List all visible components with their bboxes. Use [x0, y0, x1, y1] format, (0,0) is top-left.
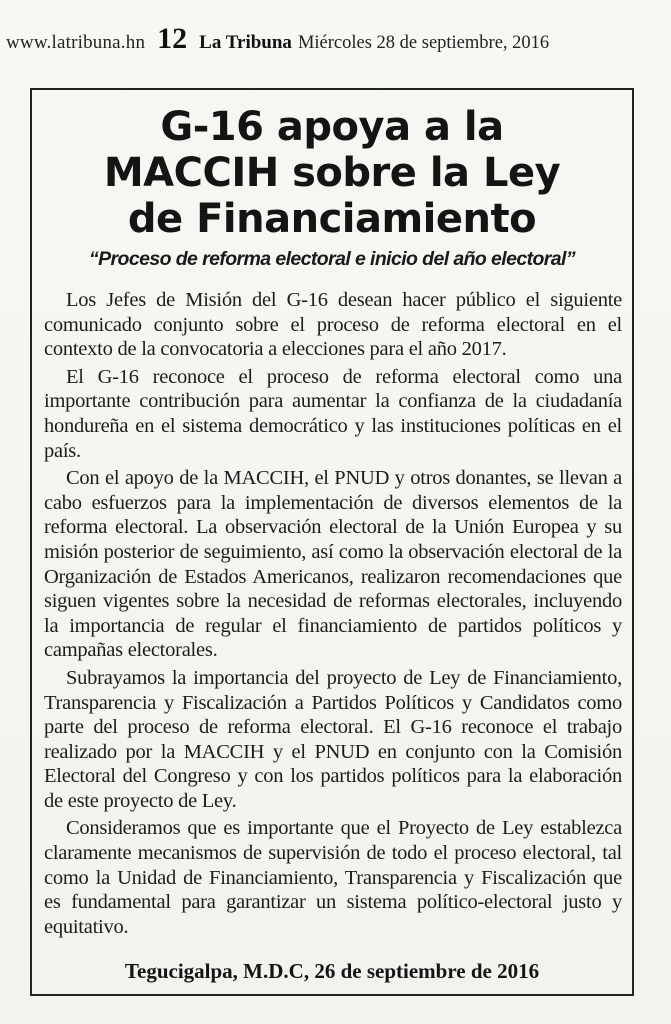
paragraph: Con el apoyo de la MACCIH, el PNUD y otros donantes, se llevan a cabo esfuerzos para la implementación de diversos elementos de la reforma electoral. La observación electoral de la Unión Europea y su misión posterior de seguimiento, así como la observación electoral de la Organización de Estados Americanos, realizaron recomendaciones que siguen vigentes sobre la necesidad de reformas electorales, incluyendo la importancia de regular el financiamiento de partidos políticos y campañas electorales. — [44, 467, 622, 662]
article-body — [44, 288, 622, 942]
page-number: 12 — [157, 22, 188, 55]
paragraph: El G-16 reconoce el proceso de reforma electoral como una importante contribución para aumentar la confianza de la ciudadanía hondureña en el sistema democrático y las instituciones políticas en el país. — [44, 365, 622, 462]
headline-line: MACCIH sobre la Ley — [103, 150, 561, 196]
headline-line: G-16 apoya a la — [160, 104, 504, 150]
article-box — [30, 88, 634, 996]
publication-name: La Tribuna — [199, 32, 292, 53]
subtitle: “Proceso de reforma electoral e inicio del año electoral” — [89, 248, 575, 270]
paragraph: Subrayamos la importancia del proyecto de Ley de Financiamiento, Transparencia y Fiscalización a Partidos Políticos y Candidatos como parte del proceso de reforma electoral. El G-16 reconoce el trabajo realizado por la MACCIH y el PNUD en conjunto con la Comisión Electoral del Congreso y con los partidos políticos para la elaboración de este proyecto de Ley. — [44, 666, 622, 812]
headline-line: de Financiamiento — [127, 196, 537, 242]
paragraph: Los Jefes de Misión del G-16 desean hacer público el siguiente comunicado conjunto sobre el proceso de reforma electoral en el contexto de la convocatoria a elecciones para el año 2017. — [44, 289, 622, 361]
publication-date: Miércoles 28 de septiembre, 2016 — [297, 33, 550, 53]
page-header — [6, 22, 654, 62]
signoff-dateline: Tegucigalpa, M.D.C, 26 de septiembre de 2016 — [124, 959, 540, 983]
headline — [32, 104, 632, 242]
paragraph: Consideramos que es importante que el Proyecto de Ley establezca claramente mecanismos de supervisión de todo el proceso electoral, tal como la Unidad de Financiamiento, Transparencia y Fiscalización que es fundamental para garantizar un sistema político-electoral justo y equitativo. — [44, 817, 622, 938]
website-url: www.latribuna.hn — [6, 32, 146, 53]
